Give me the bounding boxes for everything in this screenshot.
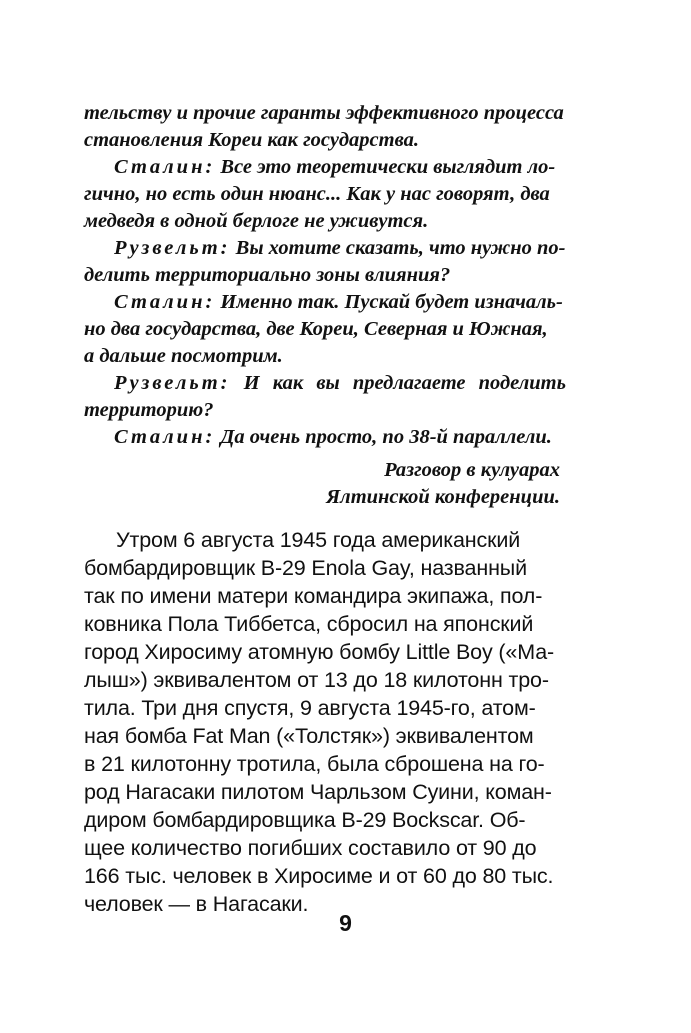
body-line: щее количество погибших составило от 90 до xyxy=(84,836,537,860)
dialogue-line: но два государства, две Кореи, Северная и Южная, xyxy=(84,318,548,340)
speaker-stalin: Сталин: xyxy=(114,426,216,448)
dialogue-line: а дальше посмотрим. xyxy=(84,345,283,367)
attribution-line-2: Ялтинской конференции. xyxy=(326,486,560,508)
dialogue-stalin-1 xyxy=(114,154,555,181)
dialogue-line: медведя в одной берлоге не уживутся. xyxy=(84,210,429,232)
body-line: так по имени матери командира экипажа, пол- xyxy=(84,584,543,608)
body-line: Утром 6 августа 1945 года американский xyxy=(116,528,521,552)
dialogue-line: становления Кореи как государства. xyxy=(84,129,419,151)
dialogue-stalin-3 xyxy=(114,424,552,451)
body-line: род Нагасаки пилотом Чарльзом Суини, коман- xyxy=(84,780,552,804)
dialogue-text: Да очень просто, по 38-й параллели. xyxy=(220,426,552,448)
dialogue-stalin-2 xyxy=(114,289,563,316)
dialogue-line: территорию? xyxy=(84,399,214,421)
dialogue-text: И как вы предлагаете поделить xyxy=(243,372,566,394)
attribution-line-1: Разговор в кулуарах xyxy=(384,459,560,481)
body-line: лыш») эквивалентом от 13 до 18 килотонн тро- xyxy=(84,668,549,692)
speaker-roosevelt: Рузвельт: xyxy=(114,372,231,394)
dialogue-roosevelt-1 xyxy=(114,235,565,262)
speaker-roosevelt: Рузвельт: xyxy=(114,237,231,259)
body-line: в 21 килотонну тротила, была сброшена на го- xyxy=(84,752,545,776)
speaker-stalin: Сталин: xyxy=(114,156,216,178)
body-line: диром бомбардировщика B-29 Bockscar. Об- xyxy=(84,808,526,832)
body-line: тила. Три дня спустя, 9 августа 1945-го, атом- xyxy=(84,696,536,720)
body-line: 166 тыс. человек в Хиросиме и от 60 до 80 тыс. xyxy=(84,864,554,888)
body-line: ная бомба Fat Man («Толстяк») эквивалентом xyxy=(84,724,534,748)
dialogue-text: Все это теоретически выглядит ло- xyxy=(220,156,556,178)
body-line: ковника Пола Тиббетса, сбросил на японский xyxy=(84,612,534,636)
dialogue-roosevelt-2 xyxy=(114,370,566,397)
body-line: город Хиросиму атомную бомбу Little Boy («Ма- xyxy=(84,640,555,664)
body-line: бомбардировщик B-29 Enola Gay, названный xyxy=(84,556,527,580)
body-line: человек — в Нагасаки. xyxy=(84,892,309,916)
dialogue-line: делить территориально зоны влияния? xyxy=(84,264,451,286)
dialogue-text: Вы хотите сказать, что нужно по- xyxy=(235,237,566,259)
dialogue-line: гично, но есть один нюанс... Как у нас говорят, два xyxy=(84,183,550,205)
dialogue-line: тельству и прочие гаранты эффективного процесса xyxy=(84,102,564,124)
dialogue-text: Именно так. Пускай будет изначаль- xyxy=(220,291,563,313)
speaker-stalin: Сталин: xyxy=(114,291,216,313)
page-number: 9 xyxy=(339,910,352,936)
